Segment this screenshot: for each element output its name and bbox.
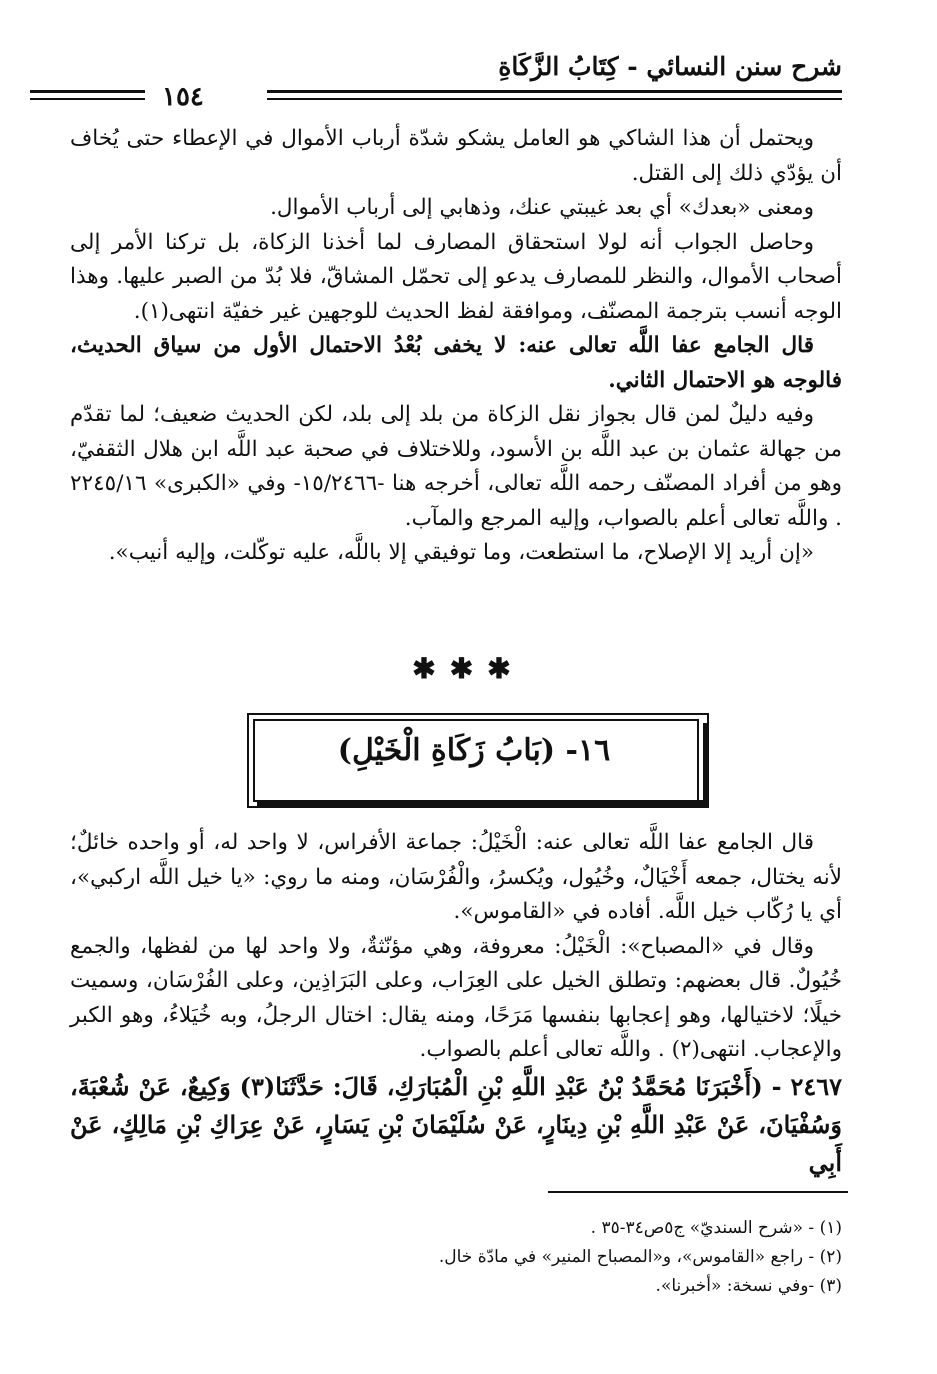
paragraph: وفيه دليلٌ لمن قال بجواز نقل الزكاة من بلد إلى بلد، لكن الحديث ضعيف؛ لما تقدّم من جهالة عثمان بن عبد اللَّه بن الأسود، وللاختلاف في صحبة عبد اللَّه ابن هلال الثقفيّ، وهو من أفراد المصنّف رحمه اللَّه تعالى، أخرجه هنا -١٥/٢٤٦٦- وفي «الكبرى» ٢٢٤٥/١٦ . واللَّه تعالى أعلم بالصواب، وإليه المرجع والمآب.: [70, 402, 842, 531]
chapter-text: [70, 826, 842, 1182]
running-header: [62, 52, 842, 112]
main-text: [70, 122, 842, 571]
page-number: ١٥٤: [162, 82, 204, 112]
chapter-title: ١٦- (بَابُ زَكَاةِ الْخَيْلِ): [337, 733, 611, 768]
footnotes: [70, 1214, 842, 1301]
paragraph: وقال في «المصباح»: الْخَيْلُ: معروفة، وهي مؤنّثةٌ، ولا واحد لها من لفظها، والجمع خُيُولٌ. قال بعضهم: وتطلق الخيل على العِرَاب، وعلى البَرَاذِين، وعلى الفُرْسَان، وسميت خيلًا؛ لاختيالها، وهو إعجابها بنفسها مَرَحًا، ومنه يقال: اختال الرجلُ، وبه خُيَلاءُ، وهو الكبر والإعجاب. انتهى(٢) . واللَّه تعالى أعلم بالصواب.: [70, 933, 842, 1062]
paragraph: وحاصل الجواب أنه لولا استحقاق المصارف لما أخذنا الزكاة، بل تركنا الأمر إلى أصحاب الأموال، والنظر للمصارف يدعو إلى تحمّل المشاقّ، فلا بُدّ من الصبر عليها. وهذا الوجه أنسب بترجمة المصنّف، وموافقة لفظ الحديث للوجهين غير خفيّة انتهى(١).: [70, 229, 842, 324]
closing-quote: «إن أريد إلا الإصلاح، ما استطعت، وما توفيقي إلا باللَّه، عليه توكّلت، وإليه أنيب».: [108, 540, 814, 565]
section-ornament: ✱✱✱: [412, 652, 525, 685]
header-rule-left: [30, 90, 145, 100]
hadith-text: ٢٤٦٧ - (أَخْبَرَنَا مُحَمَّدُ بْنُ عَبْدِ اللَّهِ بْنِ الْمُبَارَكِ، قَالَ: حَدَّثَنَا(٣) وَكِيعٌ، عَنْ شُعْبَةَ، وَسُفْيَانَ، عَنْ عَبْدِ اللَّهِ بْنِ دِينَارٍ، عَنْ سُلَيْمَانَ بْنِ يَسَارٍ، عَنْ عِرَاكِ بْنِ مَالِكٍ، عَنْ أَبِي: [70, 1071, 842, 1177]
footnote: (٣) -وفي نسخة: «أخبرنا».: [655, 1276, 842, 1296]
running-title: شرح سنن النسائي - كِتَابُ الزَّكَاةِ: [498, 52, 842, 81]
paragraph: قال الجامع عفا اللَّه تعالى عنه: لا يخفى بُعْدُ الاحتمال الأول من سياق الحديث، فالوجه هو الاحتمال الثاني.: [70, 333, 842, 393]
paragraph: ويحتمل أن هذا الشاكي هو العامل يشكو شدّة أرباب الأموال في الإعطاء حتى يُخاف أن يؤدّي ذلك إلى القتل.: [70, 126, 842, 186]
header-rule: [267, 90, 842, 100]
footnote: (٢) - راجع «القاموس»، و«المصباح المنير» في مادّة خال.: [438, 1247, 842, 1267]
footnote: (١) - «شرح السنديّ» ج٥ص٣٤-٣٥ .: [590, 1218, 842, 1238]
footnote-divider: [548, 1191, 848, 1193]
paragraph: قال الجامع عفا اللَّه تعالى عنه: الْخَيْلُ: جماعة الأفراس، لا واحد له، أو واحده خائلٌ؛ لأنه يختال، جمعه أَخْيَالٌ، وخُيُول، ويُكسرُ، والْفُرْسَان، ومنه ما روي: «يا خيل اللَّه اركبي»، أي يا رُكّاب خيل اللَّه. أفاده في «القاموس».: [70, 830, 842, 924]
paragraph: ومعنى «بعدك» أي بعد غيبتي عنك، وذهابي إلى أرباب الأموال.: [270, 195, 814, 220]
